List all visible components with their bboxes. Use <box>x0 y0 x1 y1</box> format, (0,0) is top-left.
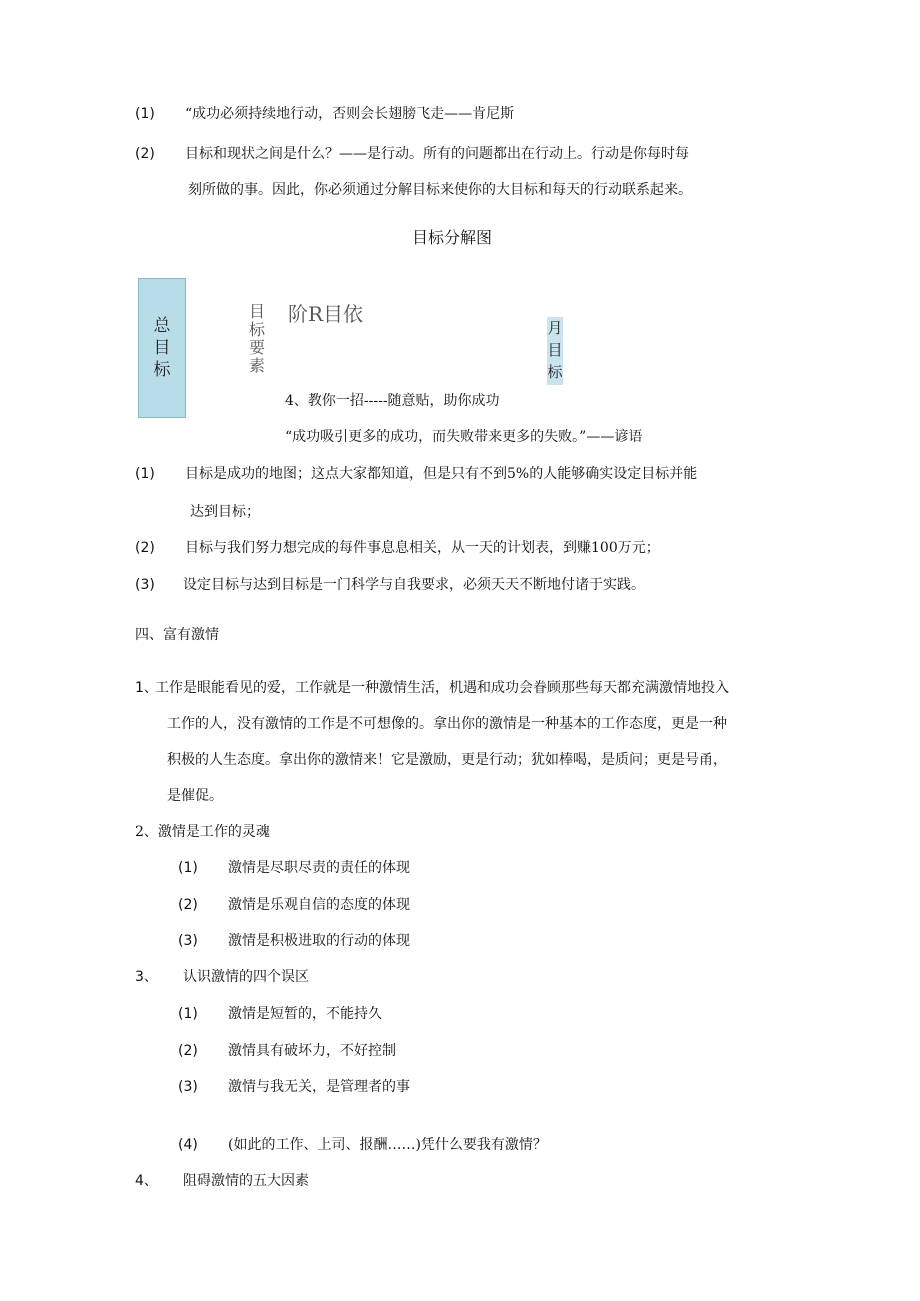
paragraph-line: 目标是成功的地图；这点大家都知道，但是只有不到5%的人能够确实设定目标并能 <box>185 466 698 482</box>
stage-goal-label <box>288 298 363 327</box>
item-number: (2) <box>178 1043 198 1059</box>
quote-line: “成功必须持续地行动，否则会长翅膀飞走——肯尼斯 <box>185 106 515 122</box>
paragraph-number: 3、 <box>135 969 158 985</box>
paragraph-line: 工作的人，没有激情的工作是不可想像的。拿出你的激情是一种基本的工作态度，更是一种 <box>167 716 727 732</box>
item-number: (1) <box>135 106 155 122</box>
section-heading: 四、富有激情 <box>135 627 219 643</box>
item-number: (1) <box>178 860 198 876</box>
paragraph-line: 设定目标与达到目标是一门科学与自我要求，必须天天不断地付诸于实践。 <box>183 577 645 593</box>
paragraph-line: 目标与我们努力想完成的每件事息息相关，从一天的计划表，到赚100万元； <box>185 540 660 556</box>
total-goal-label: 总目标 <box>153 316 171 380</box>
paragraph-line: 目标和现状之间是什么？——是行动。所有的问题都出在行动上。行动是你每时每 <box>185 146 689 162</box>
list-item: 激情是尽职尽责的责任的体现 <box>228 860 410 876</box>
subsection-heading: 2、激情是工作的灵魂 <box>135 824 270 840</box>
list-item: 激情是乐观自信的态度的体现 <box>228 897 410 913</box>
item-number: (3) <box>178 1079 198 1095</box>
paragraph-line: 达到目标； <box>190 504 260 520</box>
item-number: (3) <box>135 577 155 593</box>
item-number: (2) <box>178 897 198 913</box>
month-goal-box <box>547 317 563 385</box>
list-item: 激情与我无关，是管理者的事 <box>228 1079 410 1095</box>
paragraph-line: 刻所做的事。因此，你必须通过分解目标来使你的大目标和每天的行动联系起来。 <box>188 182 692 198</box>
paragraph-line: 工作是眼能看见的爱，工作就是一种激情生活，机遇和成功会眷顾那些每天都充满激情地投入 <box>155 680 729 696</box>
item-number: (1) <box>135 466 155 482</box>
list-item: 激情是积极进取的行动的体现 <box>228 933 410 949</box>
item-number: (4) <box>178 1137 198 1153</box>
item-number: (2) <box>135 146 155 162</box>
section-heading: 4、教你一招-----随意贴，助你成功 <box>285 393 500 409</box>
goal-elements-label: 目标要素 <box>248 302 265 375</box>
subsection-heading: 阻碍激情的五大因素 <box>183 1173 309 1189</box>
diagram-title: 目标分解图 <box>412 228 493 247</box>
subsection-heading: 认识激情的四个误区 <box>183 969 309 985</box>
list-item: 激情是短暂的，不能持久 <box>228 1006 382 1022</box>
list-item: 激情具有破坏力，不好控制 <box>228 1043 396 1059</box>
paragraph-number: 1、 <box>135 680 158 696</box>
paragraph-number: 4、 <box>135 1173 158 1189</box>
item-number: (1) <box>178 1006 198 1022</box>
quote-line: “成功吸引更多的成功，而失败带来更多的失败。”——谚语 <box>285 429 643 445</box>
stage-goal-text: 阶R目依 <box>288 302 364 326</box>
list-item: (如此的工作、上司、报酬……)凭什么要我有激情？ <box>228 1137 547 1153</box>
month-goal-label: 月目标 <box>547 319 563 381</box>
paragraph-line: 积极的人生态度。拿出你的激情来！它是激励，更是行动；犹如棒喝，是质问；更是号甬， <box>167 752 727 768</box>
paragraph-line: 是催促。 <box>167 788 223 804</box>
item-number: (2) <box>135 540 155 556</box>
item-number: (3) <box>178 933 198 949</box>
total-goal-box <box>138 278 186 418</box>
